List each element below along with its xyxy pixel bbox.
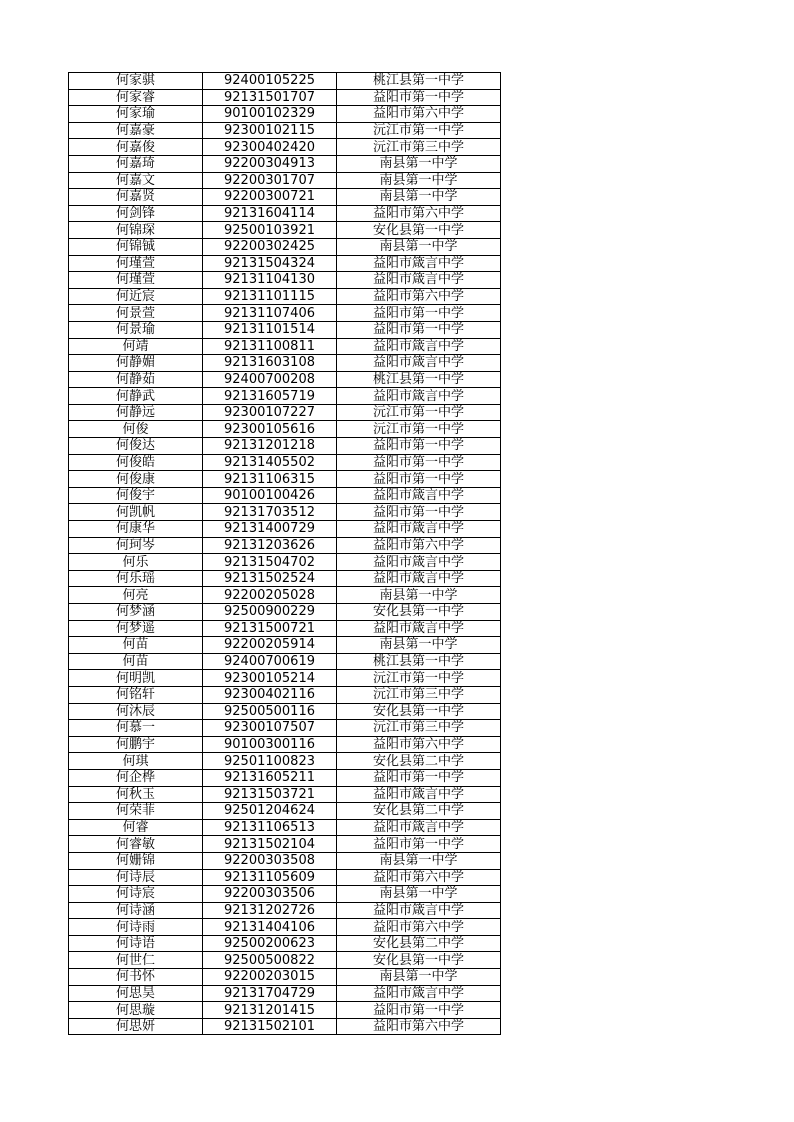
- school-cell[interactable]: 益阳市第一中学: [337, 305, 501, 322]
- school-cell[interactable]: 桃江县第一中学: [337, 73, 501, 90]
- table-row: [69, 421, 501, 438]
- name-cell[interactable]: 何锦铖: [69, 238, 203, 255]
- id-cell[interactable]: 92131603108: [203, 355, 337, 372]
- table-row: [69, 935, 501, 952]
- table-row: [69, 487, 501, 504]
- name-cell[interactable]: 何靖: [69, 338, 203, 355]
- school-cell[interactable]: 南县第一中学: [337, 587, 501, 604]
- name-cell[interactable]: 何慕一: [69, 720, 203, 737]
- school-cell[interactable]: 沅江市第一中学: [337, 670, 501, 687]
- name-cell[interactable]: 何世仁: [69, 952, 203, 969]
- table-row: [69, 969, 501, 986]
- id-cell[interactable]: 92131502101: [203, 1018, 337, 1035]
- school-cell[interactable]: 益阳市第一中学: [337, 1002, 501, 1019]
- table-row: [69, 786, 501, 803]
- school-cell[interactable]: 安化县第二中学: [337, 803, 501, 820]
- table-row: [69, 537, 501, 554]
- id-cell[interactable]: 92200303508: [203, 852, 337, 869]
- table-row: [69, 521, 501, 538]
- table-row: [69, 886, 501, 903]
- table-row: [69, 720, 501, 737]
- table-row: [69, 371, 501, 388]
- name-cell[interactable]: 何静武: [69, 388, 203, 405]
- table-row: [69, 604, 501, 621]
- school-cell[interactable]: 益阳市箴言中学: [337, 487, 501, 504]
- table-row: [69, 753, 501, 770]
- school-cell[interactable]: 安化县第二中学: [337, 935, 501, 952]
- id-cell[interactable]: 92200304913: [203, 155, 337, 172]
- id-cell[interactable]: 92131502524: [203, 570, 337, 587]
- table-row: [69, 338, 501, 355]
- school-cell[interactable]: 南县第一中学: [337, 886, 501, 903]
- name-cell[interactable]: 何思妍: [69, 1018, 203, 1035]
- school-cell[interactable]: 益阳市第一中学: [337, 321, 501, 338]
- id-cell[interactable]: 92400105225: [203, 73, 337, 90]
- table-row: [69, 388, 501, 405]
- table-row: [69, 89, 501, 106]
- name-cell[interactable]: 何苗: [69, 637, 203, 654]
- id-cell[interactable]: 92500103921: [203, 222, 337, 239]
- id-cell[interactable]: 92300105616: [203, 421, 337, 438]
- school-cell[interactable]: 益阳市第一中学: [337, 89, 501, 106]
- table-row: [69, 1018, 501, 1035]
- id-cell[interactable]: 92131104130: [203, 272, 337, 289]
- school-cell[interactable]: 益阳市箴言中学: [337, 255, 501, 272]
- name-cell[interactable]: 何珂岑: [69, 537, 203, 554]
- id-cell[interactable]: 92501100823: [203, 753, 337, 770]
- id-cell[interactable]: 92131604114: [203, 205, 337, 222]
- id-cell[interactable]: 92300102115: [203, 122, 337, 139]
- id-cell[interactable]: 92131703512: [203, 504, 337, 521]
- school-cell[interactable]: 益阳市第一中学: [337, 454, 501, 471]
- id-cell[interactable]: 92131203626: [203, 537, 337, 554]
- name-cell[interactable]: 何瑾萱: [69, 255, 203, 272]
- school-cell[interactable]: 益阳市箴言中学: [337, 338, 501, 355]
- name-cell[interactable]: 何家瑜: [69, 106, 203, 123]
- school-cell[interactable]: 益阳市第一中学: [337, 471, 501, 488]
- school-cell[interactable]: 益阳市第六中学: [337, 537, 501, 554]
- id-cell[interactable]: 92300105214: [203, 670, 337, 687]
- table-row: [69, 471, 501, 488]
- id-cell[interactable]: 90100300116: [203, 736, 337, 753]
- id-cell[interactable]: 92131500721: [203, 620, 337, 637]
- name-cell[interactable]: 何诗语: [69, 935, 203, 952]
- school-cell[interactable]: 安化县第一中学: [337, 703, 501, 720]
- name-cell[interactable]: 何俊达: [69, 438, 203, 455]
- table-row: [69, 205, 501, 222]
- name-cell[interactable]: 何嘉贤: [69, 189, 203, 206]
- table-row: [69, 653, 501, 670]
- school-cell[interactable]: 沅江市第一中学: [337, 404, 501, 421]
- school-cell[interactable]: 益阳市箴言中学: [337, 985, 501, 1002]
- table-row: [69, 438, 501, 455]
- table-row: [69, 288, 501, 305]
- spreadsheet-table: [68, 72, 501, 1035]
- table-body: [69, 73, 501, 1035]
- id-cell[interactable]: 92131504324: [203, 255, 337, 272]
- school-cell[interactable]: 益阳市箴言中学: [337, 786, 501, 803]
- school-cell[interactable]: 益阳市第一中学: [337, 504, 501, 521]
- name-cell[interactable]: 何乐瑶: [69, 570, 203, 587]
- school-cell[interactable]: 益阳市箴言中学: [337, 272, 501, 289]
- school-cell[interactable]: 益阳市第一中学: [337, 836, 501, 853]
- school-cell[interactable]: 益阳市第六中学: [337, 919, 501, 936]
- name-cell[interactable]: 何明凯: [69, 670, 203, 687]
- table-row: [69, 869, 501, 886]
- school-cell[interactable]: 安化县第一中学: [337, 952, 501, 969]
- table-row: [69, 404, 501, 421]
- id-cell[interactable]: 92131405502: [203, 454, 337, 471]
- school-cell[interactable]: 南县第一中学: [337, 637, 501, 654]
- name-cell[interactable]: 何亮: [69, 587, 203, 604]
- id-cell[interactable]: 92131504702: [203, 554, 337, 571]
- id-cell[interactable]: 92131106513: [203, 819, 337, 836]
- table-row: [69, 321, 501, 338]
- school-cell[interactable]: 益阳市第六中学: [337, 1018, 501, 1035]
- id-cell[interactable]: 90100102329: [203, 106, 337, 123]
- school-cell[interactable]: 安化县第一中学: [337, 604, 501, 621]
- table-row: [69, 670, 501, 687]
- name-cell[interactable]: 何家睿: [69, 89, 203, 106]
- name-cell[interactable]: 何秋玉: [69, 786, 203, 803]
- name-cell[interactable]: 何景瑜: [69, 321, 203, 338]
- name-cell[interactable]: 何荣菲: [69, 803, 203, 820]
- id-cell[interactable]: 92131400729: [203, 521, 337, 538]
- name-cell[interactable]: 何俊宇: [69, 487, 203, 504]
- table-row: [69, 106, 501, 123]
- name-cell[interactable]: 何俊康: [69, 471, 203, 488]
- name-cell[interactable]: 何书怀: [69, 969, 203, 986]
- table-row: [69, 139, 501, 156]
- id-cell[interactable]: 92300107227: [203, 404, 337, 421]
- name-cell[interactable]: 何景萱: [69, 305, 203, 322]
- school-cell[interactable]: 沅江市第一中学: [337, 122, 501, 139]
- school-cell[interactable]: 益阳市箴言中学: [337, 521, 501, 538]
- table-row: [69, 504, 501, 521]
- name-cell[interactable]: 何梦遥: [69, 620, 203, 637]
- id-cell[interactable]: 92200205028: [203, 587, 337, 604]
- name-cell[interactable]: 何睿敏: [69, 836, 203, 853]
- name-cell[interactable]: 何沐辰: [69, 703, 203, 720]
- id-cell[interactable]: 92200203015: [203, 969, 337, 986]
- table-row: [69, 454, 501, 471]
- name-cell[interactable]: 何嘉豪: [69, 122, 203, 139]
- school-cell[interactable]: 桃江县第一中学: [337, 653, 501, 670]
- school-cell[interactable]: 南县第一中学: [337, 155, 501, 172]
- table-row: [69, 952, 501, 969]
- name-cell[interactable]: 何静茹: [69, 371, 203, 388]
- name-cell[interactable]: 何鹏宇: [69, 736, 203, 753]
- table-row: [69, 122, 501, 139]
- id-cell[interactable]: 92131605211: [203, 769, 337, 786]
- name-cell[interactable]: 何诗辰: [69, 869, 203, 886]
- id-cell[interactable]: 92131503721: [203, 786, 337, 803]
- table-row: [69, 272, 501, 289]
- id-cell[interactable]: 92200301707: [203, 172, 337, 189]
- id-cell[interactable]: 92131704729: [203, 985, 337, 1002]
- school-cell[interactable]: 桃江县第一中学: [337, 371, 501, 388]
- id-cell[interactable]: 92300402116: [203, 686, 337, 703]
- table-row: [69, 769, 501, 786]
- name-cell[interactable]: 何姗锦: [69, 852, 203, 869]
- school-cell[interactable]: 南县第一中学: [337, 969, 501, 986]
- name-cell[interactable]: 何剑锋: [69, 205, 203, 222]
- table-row: [69, 852, 501, 869]
- name-cell[interactable]: 何思璇: [69, 1002, 203, 1019]
- school-cell[interactable]: 南县第一中学: [337, 172, 501, 189]
- school-cell[interactable]: 益阳市第六中学: [337, 736, 501, 753]
- school-cell[interactable]: 益阳市箴言中学: [337, 388, 501, 405]
- name-cell[interactable]: 何乐: [69, 554, 203, 571]
- table-row: [69, 620, 501, 637]
- name-cell[interactable]: 何睿: [69, 819, 203, 836]
- name-cell[interactable]: 何嘉琦: [69, 155, 203, 172]
- table-row: [69, 637, 501, 654]
- id-cell[interactable]: 92131100811: [203, 338, 337, 355]
- school-cell[interactable]: 南县第一中学: [337, 238, 501, 255]
- table-row: [69, 686, 501, 703]
- school-cell[interactable]: 南县第一中学: [337, 852, 501, 869]
- table-row: [69, 803, 501, 820]
- school-cell[interactable]: 益阳市第六中学: [337, 869, 501, 886]
- id-cell[interactable]: 92131106315: [203, 471, 337, 488]
- id-cell[interactable]: 92131105609: [203, 869, 337, 886]
- name-cell[interactable]: 何苗: [69, 653, 203, 670]
- id-cell[interactable]: 92200300721: [203, 189, 337, 206]
- id-cell[interactable]: 92200205914: [203, 637, 337, 654]
- id-cell[interactable]: 92500500822: [203, 952, 337, 969]
- name-cell[interactable]: 何俊皓: [69, 454, 203, 471]
- id-cell[interactable]: 92300107507: [203, 720, 337, 737]
- table-row: [69, 587, 501, 604]
- id-cell[interactable]: 92500500116: [203, 703, 337, 720]
- name-cell[interactable]: 何近宸: [69, 288, 203, 305]
- table-row: [69, 73, 501, 90]
- table-row: [69, 919, 501, 936]
- school-cell[interactable]: 安化县第一中学: [337, 222, 501, 239]
- school-cell[interactable]: 沅江市第一中学: [337, 421, 501, 438]
- name-cell[interactable]: 何康华: [69, 521, 203, 538]
- school-cell[interactable]: 益阳市第六中学: [337, 205, 501, 222]
- table-row: [69, 255, 501, 272]
- name-cell[interactable]: 何诗雨: [69, 919, 203, 936]
- table-row: [69, 570, 501, 587]
- school-cell[interactable]: 益阳市箴言中学: [337, 554, 501, 571]
- name-cell[interactable]: 何嘉文: [69, 172, 203, 189]
- school-cell[interactable]: 安化县第二中学: [337, 753, 501, 770]
- id-cell[interactable]: 92131605719: [203, 388, 337, 405]
- table-row: [69, 1002, 501, 1019]
- name-cell[interactable]: 何凯帆: [69, 504, 203, 521]
- id-cell[interactable]: 92400700619: [203, 653, 337, 670]
- table-row: [69, 819, 501, 836]
- school-cell[interactable]: 沅江市第三中学: [337, 686, 501, 703]
- school-cell[interactable]: 益阳市箴言中学: [337, 355, 501, 372]
- id-cell[interactable]: 92131202726: [203, 902, 337, 919]
- name-cell[interactable]: 何锦琛: [69, 222, 203, 239]
- id-cell[interactable]: 92300402420: [203, 139, 337, 156]
- table-row: [69, 836, 501, 853]
- table-row: [69, 703, 501, 720]
- school-cell[interactable]: 益阳市箴言中学: [337, 819, 501, 836]
- school-cell[interactable]: 益阳市箴言中学: [337, 570, 501, 587]
- name-cell[interactable]: 何嘉俊: [69, 139, 203, 156]
- name-cell[interactable]: 何家骐: [69, 73, 203, 90]
- name-cell[interactable]: 何俊: [69, 421, 203, 438]
- table-row: [69, 736, 501, 753]
- id-cell[interactable]: 92131101514: [203, 321, 337, 338]
- id-cell[interactable]: 92501204624: [203, 803, 337, 820]
- school-cell[interactable]: 沅江市第三中学: [337, 139, 501, 156]
- name-cell[interactable]: 何铭轩: [69, 686, 203, 703]
- table-row: [69, 355, 501, 372]
- school-cell[interactable]: 益阳市箴言中学: [337, 902, 501, 919]
- id-cell[interactable]: 92500900229: [203, 604, 337, 621]
- id-cell[interactable]: 92131501707: [203, 89, 337, 106]
- table-row: [69, 305, 501, 322]
- name-cell[interactable]: 何静媚: [69, 355, 203, 372]
- school-cell[interactable]: 益阳市第六中学: [337, 288, 501, 305]
- table-row: [69, 554, 501, 571]
- school-cell[interactable]: 沅江市第三中学: [337, 720, 501, 737]
- id-cell[interactable]: 92200302425: [203, 238, 337, 255]
- name-cell[interactable]: 何诗涵: [69, 902, 203, 919]
- table-row: [69, 222, 501, 239]
- school-cell[interactable]: 益阳市第一中学: [337, 438, 501, 455]
- table-row: [69, 238, 501, 255]
- id-cell[interactable]: 90100100426: [203, 487, 337, 504]
- id-cell[interactable]: 92131404106: [203, 919, 337, 936]
- id-cell[interactable]: 92131107406: [203, 305, 337, 322]
- table-row: [69, 155, 501, 172]
- name-cell[interactable]: 何琪: [69, 753, 203, 770]
- name-cell[interactable]: 何梦涵: [69, 604, 203, 621]
- id-cell[interactable]: 92131101115: [203, 288, 337, 305]
- table-row: [69, 985, 501, 1002]
- name-cell[interactable]: 何诗宸: [69, 886, 203, 903]
- id-cell[interactable]: 92400700208: [203, 371, 337, 388]
- table-row: [69, 902, 501, 919]
- table-row: [69, 189, 501, 206]
- school-cell[interactable]: 益阳市第六中学: [337, 106, 501, 123]
- id-cell[interactable]: 92131201415: [203, 1002, 337, 1019]
- school-cell[interactable]: 南县第一中学: [337, 189, 501, 206]
- id-cell[interactable]: 92200303506: [203, 886, 337, 903]
- id-cell[interactable]: 92131502104: [203, 836, 337, 853]
- table-row: [69, 172, 501, 189]
- school-cell[interactable]: 益阳市箴言中学: [337, 620, 501, 637]
- id-cell[interactable]: 92500200623: [203, 935, 337, 952]
- name-cell[interactable]: 何静远: [69, 404, 203, 421]
- name-cell[interactable]: 何企桦: [69, 769, 203, 786]
- id-cell[interactable]: 92131201218: [203, 438, 337, 455]
- name-cell[interactable]: 何思昊: [69, 985, 203, 1002]
- school-cell[interactable]: 益阳市第一中学: [337, 769, 501, 786]
- name-cell[interactable]: 何瑾萱: [69, 272, 203, 289]
